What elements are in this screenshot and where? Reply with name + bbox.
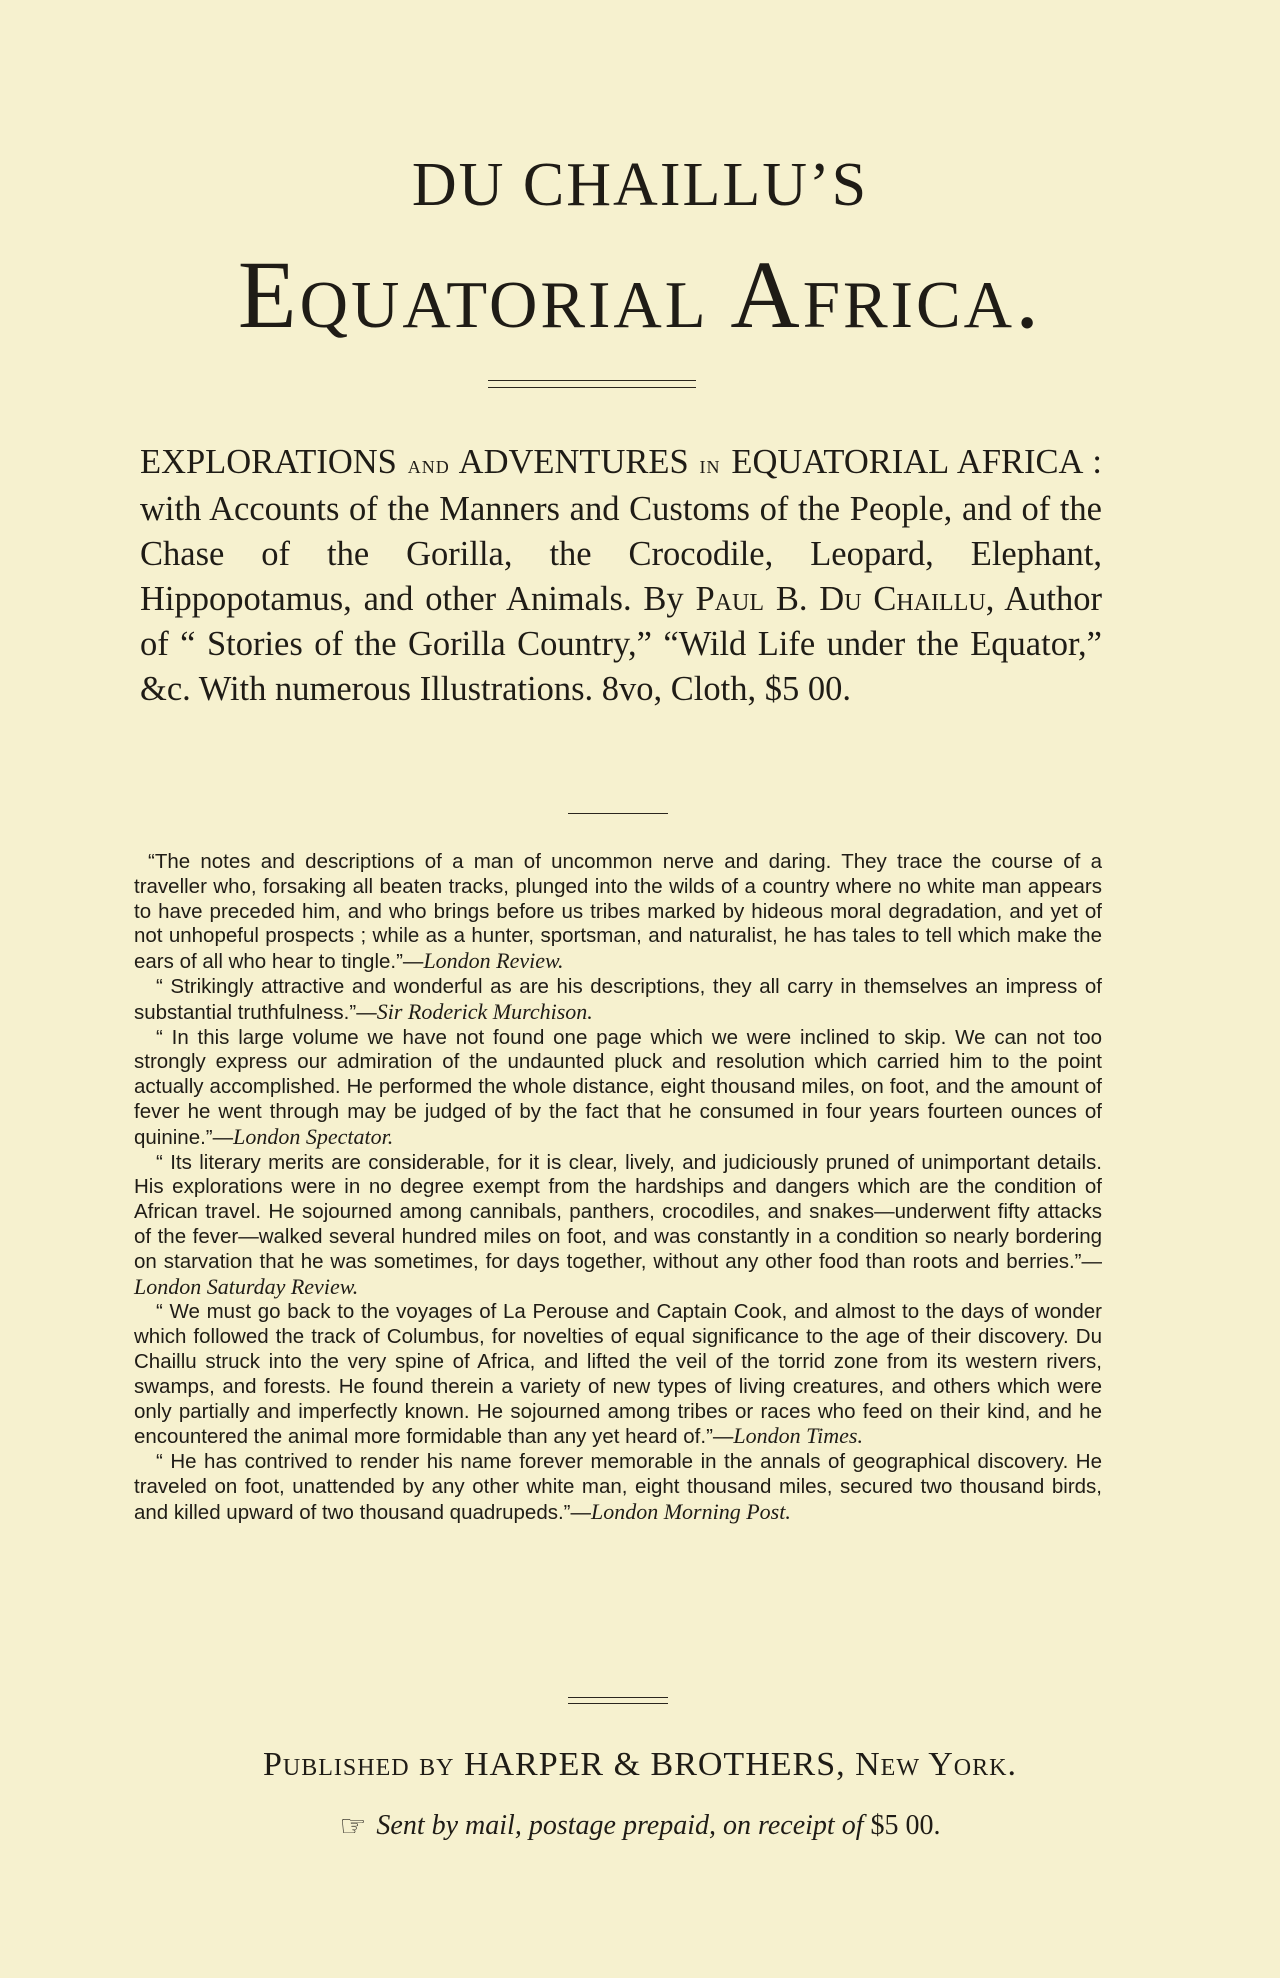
review-quote xyxy=(134,1300,1102,1450)
review-source: Sir Roderick Murchison. xyxy=(376,998,593,1024)
desc-and: and xyxy=(407,450,450,479)
desc-part-2: ADVENTURES xyxy=(449,443,700,481)
review-quotes xyxy=(134,850,1102,1526)
bottom-rule-top xyxy=(568,1697,668,1698)
bottom-rule-bottom xyxy=(568,1703,668,1704)
review-source: London Morning Post. xyxy=(591,1498,791,1524)
author-name: Paul B. Du Chaillu xyxy=(695,580,986,618)
review-text: “The notes and descriptions of a man of uncommon nerve and daring. They trace the course of a traveller who, forsaking all beaten tracks, plunged into the wilds of a country where no white man appears to have preceded him, and who brings before us tribes marked by hideous moral degradation, and yet of not unhopeful prospects ; while as a hunter, sportsman, and naturalist, he has tales to tell which make the ears of all who hear to tingle.”— xyxy=(134,850,1102,974)
review-text: “ He has contrived to render his name forever memorable in the annals of geographical discovery. He traveled on foot, unattended by any other white man, eight thousand miles, secured two thousand birds, and killed upward of two thousand quadrupeds.”— xyxy=(134,1450,1102,1524)
review-quote xyxy=(134,1151,1102,1301)
publisher-place: New York. xyxy=(845,1746,1017,1783)
review-text: “ We must go back to the voyages of La Perouse and Captain Cook, and almost to the days of wonder which followed the track of Columbus, for novelties of equal significance to the age of their discovery. Du Chaillu struck into the very spine of Africa, and lifted the veil of the torrid zone from its western rivers, swamps, and forests. He found therein a variety of new types of living creatures, and others which were only partially and imperfectly known. He sojourned among tribes or races who feed on their kind, and he encountered the animal more formidable than any yet heard of.”— xyxy=(134,1300,1102,1449)
mail-text: Sent by mail, postage prepaid, on receipt of xyxy=(376,1810,871,1841)
review-text: “ Strikingly attractive and wonderful as are his descriptions, they all carry in themselves an impress of substantial truthfulness.”— xyxy=(134,974,1102,1024)
desc-in: in xyxy=(699,450,721,479)
title-line-2: Equatorial Africa. xyxy=(237,241,1043,348)
review-source: London Review. xyxy=(423,948,564,974)
desc-part-3: EQUATORIAL AFRICA : with Accounts of the Manners and Customs of the People, and of the Chase of the Gorilla, the Crocodile, Leopard, Elephant, Hippopotamus, and other Animals. By xyxy=(140,443,1103,618)
double-rule-divider xyxy=(488,380,696,388)
publisher-name: HARPER & BROTHERS, xyxy=(463,1746,846,1783)
short-rule-divider xyxy=(568,813,668,814)
review-source: London Times. xyxy=(733,1423,863,1449)
review-quote xyxy=(134,975,1102,1026)
review-quote xyxy=(134,1450,1102,1525)
mail-order-line xyxy=(0,1808,1280,1845)
publisher-prefix: Published by xyxy=(263,1746,464,1783)
review-quote xyxy=(134,1026,1102,1151)
review-text: “ Its literary merits are considerable, for it is clear, lively, and judiciously pruned of unimportant details. His explorations were in no degree exempt from the hardships and dangers which are the condition of African travel. He sojourned among cannibals, panthers, crocodiles, and snakes—underwent fifty attacks of the fever—walked several hundred miles on foot, and was constantly in a condition so nearly bordering on starvation that he was sometimes, for days together, without any other food than roots and berries.”— xyxy=(134,1150,1102,1273)
mail-price: $5 00. xyxy=(870,1810,941,1841)
publisher-line xyxy=(0,1745,1280,1785)
title-line-1: DU CHAILLU’S xyxy=(411,151,869,219)
review-text: “ In this large volume we have not found one page which we were inclined to skip. We can not too strongly express our admiration of the undaunted pluck and resolution which carried him to the point actually accomplished. He performed the whole distance, eight thousand miles, on foot, and the amount of fever he went through may be judged of by the fact that he consumed in four years fourteen ounces of quinine.”— xyxy=(134,1025,1102,1149)
desc-part-1: EXPLORATIONS xyxy=(140,443,408,481)
desc-part-4: , Author of “ Stories of the Gorilla Country,” “Wild Life under the Equator,” &c. With numerous Illustrations. 8vo, Cloth, $5 00. xyxy=(140,580,1102,708)
pointing-hand-icon: ☞ xyxy=(339,1810,367,1843)
review-source: London Spectator. xyxy=(233,1123,394,1149)
review-source: London Saturday Review. xyxy=(134,1273,359,1299)
review-quote xyxy=(134,850,1102,975)
book-description xyxy=(140,440,1102,712)
